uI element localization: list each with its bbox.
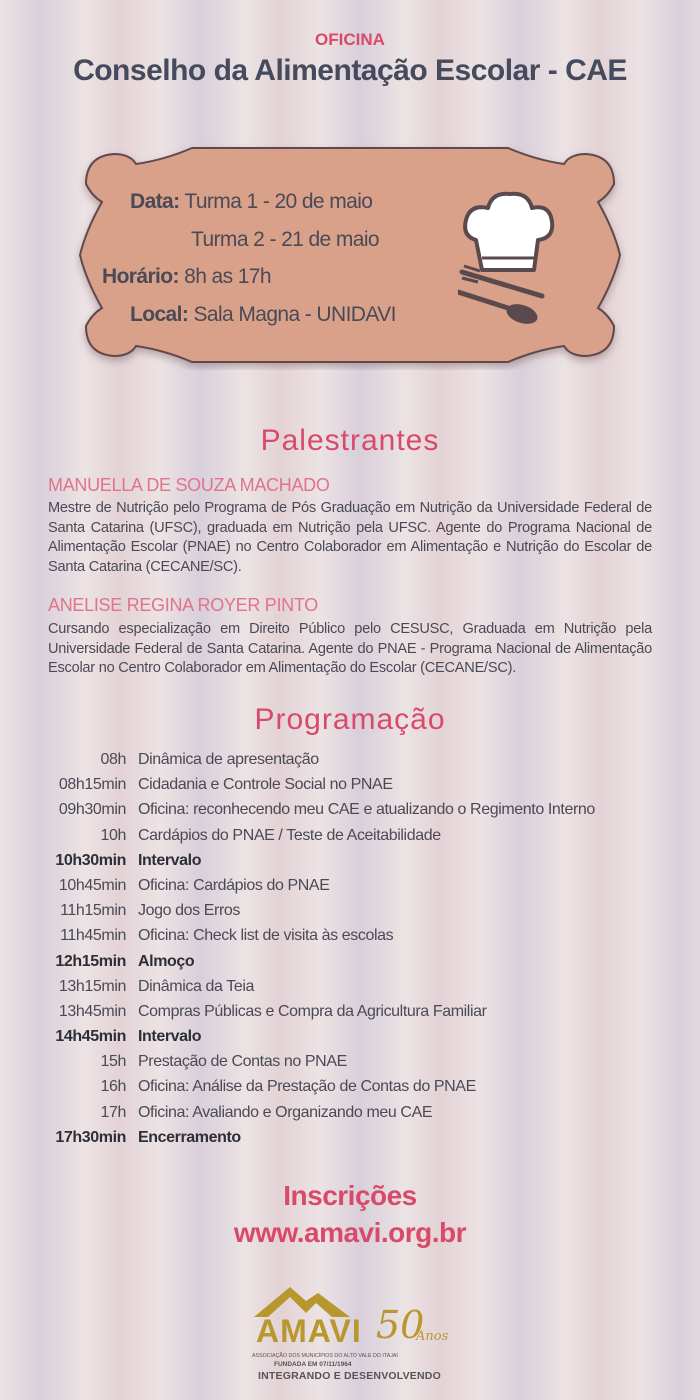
schedule-activity: Cidadania e Controle Social no PNAE <box>138 776 393 794</box>
schedule-row <box>0 801 700 826</box>
time-label: Horário: <box>102 265 179 288</box>
schedule-activity: Compras Públicas e Compra da Agricultura Familiar <box>138 1002 487 1020</box>
schedule-time: 14h45min <box>55 1028 126 1046</box>
schedule-time: 09h30min <box>58 801 126 819</box>
schedule-row <box>0 902 700 927</box>
speaker-bio: Cursando especialização em Direito Público pelo CESUSC, Graduada em Nutrição pela Universidade Federal de Santa Catarina. Agente do PNAE - Programa Nacional de Alimentação Escolar no Centro Colaborador em Alimentação do Escolar (CECANE/SC). <box>48 621 652 676</box>
schedule-time: 13h45min <box>58 1002 126 1020</box>
schedule-activity: Almoço <box>138 952 195 970</box>
logo-anos: Anos <box>416 1329 449 1344</box>
speaker-name: ANELISE REGINA ROYER PINTO <box>48 595 318 615</box>
schedule-time: 10h30min <box>55 851 126 869</box>
location-label: Local: <box>130 303 189 326</box>
schedule-heading: Programação <box>254 703 446 736</box>
schedule-row <box>0 751 700 776</box>
schedule-time: 08h15min <box>58 776 126 794</box>
event-type-label: OFICINA <box>315 30 385 49</box>
date-row <box>130 190 372 214</box>
schedule-time: 11h45min <box>60 927 126 945</box>
date-turma-1: Turma 1 - 20 de maio <box>184 190 373 213</box>
schedule-row <box>0 927 700 952</box>
schedule-activity: Intervalo <box>138 851 202 869</box>
logo-tagline: INTEGRANDO E DESENVOLVENDO <box>258 1370 441 1382</box>
schedule-row <box>0 953 700 978</box>
date-row-2 <box>191 228 379 252</box>
schedule-time: 08h <box>100 751 126 768</box>
logo-name: AMAVI <box>256 1313 362 1349</box>
schedule-row <box>0 1078 700 1103</box>
schedule-time: 13h15min <box>58 977 126 995</box>
schedule-activity: Oficina: Avaliando e Organizando meu CAE <box>138 1103 433 1121</box>
chef-hat-icon <box>458 188 558 328</box>
schedule-time: 10h <box>100 826 126 844</box>
schedule-row <box>0 852 700 877</box>
date-turma-2: Turma 2 - 21 de maio <box>191 228 379 251</box>
schedule-activity: Oficina: reconhecendo meu CAE e atualizando o Regimento Interno <box>138 801 595 819</box>
spoon-icon <box>458 292 540 328</box>
schedule-row <box>0 776 700 801</box>
schedule-time: 16h <box>100 1078 126 1096</box>
schedule-row <box>0 1028 700 1053</box>
schedule-activity: Encerramento <box>138 1128 241 1146</box>
registration-label: Inscrições <box>283 1180 417 1211</box>
location-value: Sala Magna - UNIDAVI <box>193 303 396 326</box>
schedule-activity: Prestação de Contas no PNAE <box>138 1053 347 1071</box>
time-row <box>102 265 271 289</box>
logo-founded: FUNDADA EM 07/11/1964 <box>274 1361 352 1368</box>
schedule-activity: Cardápios do PNAE / Teste de Aceitabilidade <box>138 826 441 844</box>
location-row <box>130 303 396 327</box>
schedule-activity: Dinâmica da Teia <box>138 977 255 995</box>
logo-anniversary: 50 <box>376 1303 425 1347</box>
schedule-activity: Intervalo <box>138 1028 202 1046</box>
schedule-row <box>0 877 700 902</box>
speaker-name: MANUELLA DE SOUZA MACHADO <box>48 475 330 495</box>
speaker-bio: Mestre de Nutrição pelo Programa de Pós Graduação em Nutrição da Universidade Federal de Santa Catarina (UFSC), graduada em Nutrição pela UFSC. Agente do Programa Nacional de Alimentação Escolar (PNAE) no Centro Colaborador em Alimentação e Nutrição do Escolar de Santa Catarina (CECANE/SC). <box>48 500 652 575</box>
registration-link[interactable]: www.amavi.org.br <box>233 1217 467 1248</box>
schedule-row <box>0 1053 700 1078</box>
speakers-heading: Palestrantes <box>260 424 440 457</box>
logo-association: ASSOCIAÇÃO DOS MUNICÍPIOS DO ALTO VALE DO ITAJAÍ <box>252 1353 398 1359</box>
schedule-time: 17h <box>100 1103 126 1121</box>
schedule-activity: Oficina: Check list de visita às escolas <box>138 927 394 945</box>
schedule-row <box>0 978 700 1003</box>
schedule-activity: Oficina: Análise da Prestação de Contas do PNAE <box>138 1078 476 1096</box>
schedule-activity: Oficina: Cardápios do PNAE <box>138 876 330 894</box>
info-frame <box>74 140 626 370</box>
schedule-row <box>0 1129 700 1154</box>
time-value: 8h as 17h <box>184 265 271 288</box>
schedule-row <box>0 1104 700 1129</box>
schedule-list <box>0 751 700 1154</box>
schedule-time: 15h <box>100 1053 126 1071</box>
schedule-time: 17h30min <box>55 1128 126 1146</box>
schedule-row <box>0 827 700 852</box>
schedule-time: 11h15min <box>60 902 126 920</box>
amavi-logo <box>250 1283 450 1383</box>
schedule-time: 10h45min <box>58 876 126 894</box>
schedule-row <box>0 1003 700 1028</box>
date-label: Data: <box>130 190 180 213</box>
schedule-activity: Dinâmica de apresentação <box>138 751 319 768</box>
page-title: Conselho da Alimentação Escolar - CAE <box>73 54 627 87</box>
schedule-activity: Jogo dos Erros <box>138 902 241 920</box>
schedule-time: 12h15min <box>55 952 126 970</box>
